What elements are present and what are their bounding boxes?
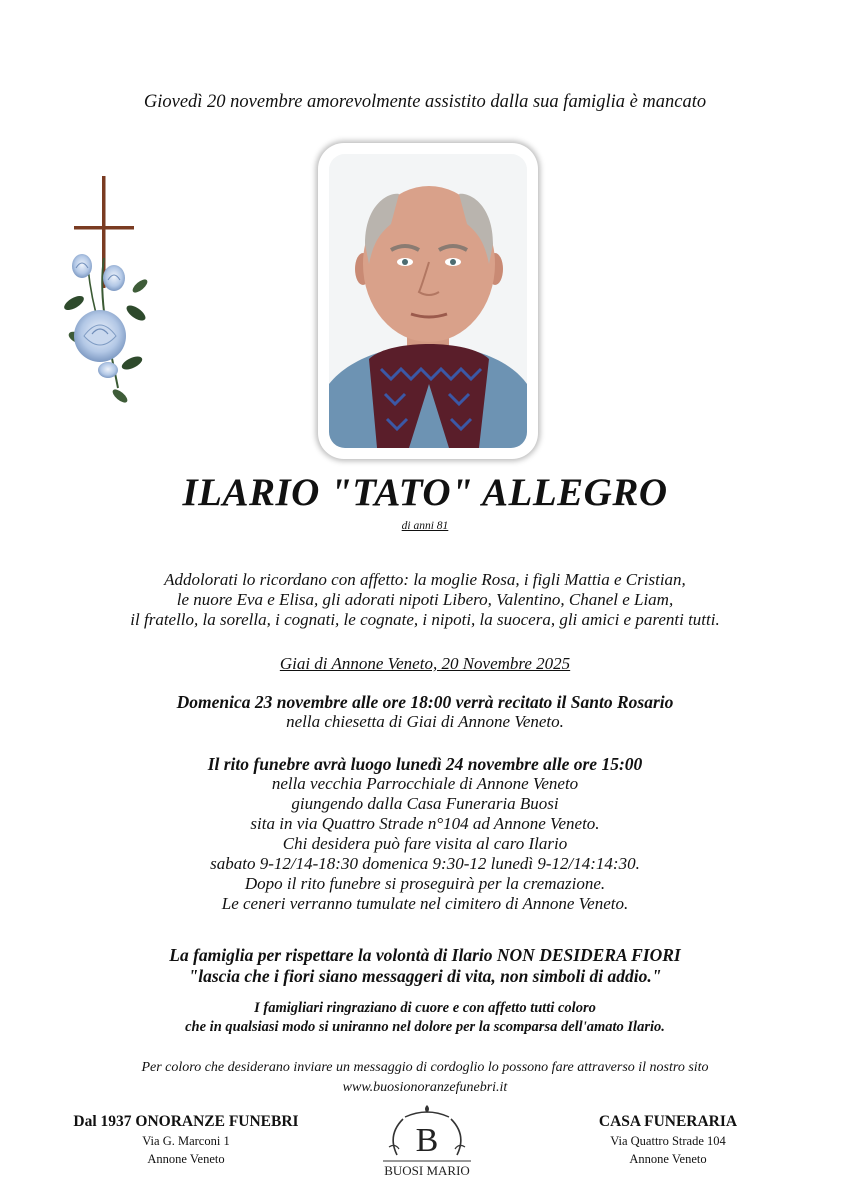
thanks-line: I famigliari ringraziano di cuore e con affetto tutti coloro — [254, 1000, 596, 1016]
funeral-line: sita in via Quattro Strade n°104 ad Annone Veneto. — [250, 814, 600, 833]
message-line: Per coloro che desiderano inviare un messaggio di cordoglio lo possono fare attraverso il nostro sito — [141, 1060, 709, 1075]
footer-address: Via Quattro Strade 104 — [610, 1134, 726, 1148]
website-link[interactable]: www.buosionoranzefunebri.it — [342, 1080, 508, 1095]
funeral-line: giungendo dalla Casa Funeraria Buosi — [291, 794, 559, 813]
footer-funeral-home — [46, 1112, 326, 1168]
family-paragraph — [0, 570, 850, 630]
rosary-section — [0, 692, 850, 732]
flowers-line: La famiglia per rispettare la volontà di Ilario NON DESIDERA FIORI — [169, 945, 681, 965]
thanks-note — [0, 999, 850, 1037]
funeral-line: nella vecchia Parrocchiale di Annone Veneto — [271, 774, 579, 793]
footer-city: Annone Veneto — [147, 1152, 225, 1166]
footer-address: Via G. Marconi 1 — [142, 1134, 230, 1148]
family-line: le nuore Eva e Elisa, gli adorati nipoti Libero, Valentino, Chanel e Liam, — [176, 590, 674, 609]
flowers-quote: "lascia che i fiori siano messaggeri di vita, non simboli di addio." — [188, 966, 662, 986]
funeral-line: Le ceneri verranno tumulate nel cimitero di Annone Veneto. — [221, 894, 629, 913]
funeral-line: Chi desidera può fare visita al caro Ilario — [282, 834, 568, 853]
logo-letter: B — [415, 1122, 439, 1159]
rosary-title: Domenica 23 novembre alle ore 18:00 verrà recitato il Santo Rosario — [176, 692, 674, 712]
condolence-message — [0, 1058, 850, 1098]
footer-city: Annone Veneto — [629, 1152, 707, 1166]
buosi-logo — [375, 1103, 479, 1179]
place-date: Giai di Annone Veneto, 20 Novembre 2025 — [279, 654, 571, 673]
funeral-title: Il rito funebre avrà luogo lunedì 24 novembre alle ore 15:00 — [207, 754, 643, 774]
funeral-line: Dopo il rito funebre si proseguirà per la cremazione. — [244, 874, 606, 893]
family-line: Addolorati lo ricordano con affetto: la moglie Rosa, i figli Mattia e Cristian, — [164, 570, 686, 589]
footer-title: Dal 1937 ONORANZE FUNEBRI — [73, 1113, 299, 1130]
cross-roses-decoration — [48, 168, 166, 408]
logo-text: BUOSI MARIO — [384, 1163, 470, 1178]
funeral-line: sabato 9-12/14-18:30 domenica 9:30-12 lunedì 9-12/14:14:30. — [210, 854, 640, 873]
portrait-photo — [329, 154, 527, 448]
thanks-line: che in qualsiasi modo si uniranno nel dolore per la scomparsa dell'amato Ilario. — [185, 1019, 665, 1035]
footer-funeral-house — [528, 1112, 808, 1168]
funeral-section — [0, 754, 850, 914]
intro-text: Giovedì 20 novembre amorevolmente assistito dalla sua famiglia è mancato — [143, 92, 707, 112]
portrait-frame — [318, 143, 538, 459]
rosary-line: nella chiesetta di Giai di Annone Veneto. — [286, 712, 564, 731]
flowers-notice — [0, 945, 850, 987]
deceased-name: ILARIO "TATO" ALLEGRO — [182, 471, 668, 514]
age-text: di anni 81 — [401, 520, 449, 532]
footer-title: CASA FUNERARIA — [598, 1113, 738, 1130]
family-line: il fratello, la sorella, i cognati, le cognate, i nipoti, la suocera, gli amici e parenti tutti. — [130, 610, 720, 629]
